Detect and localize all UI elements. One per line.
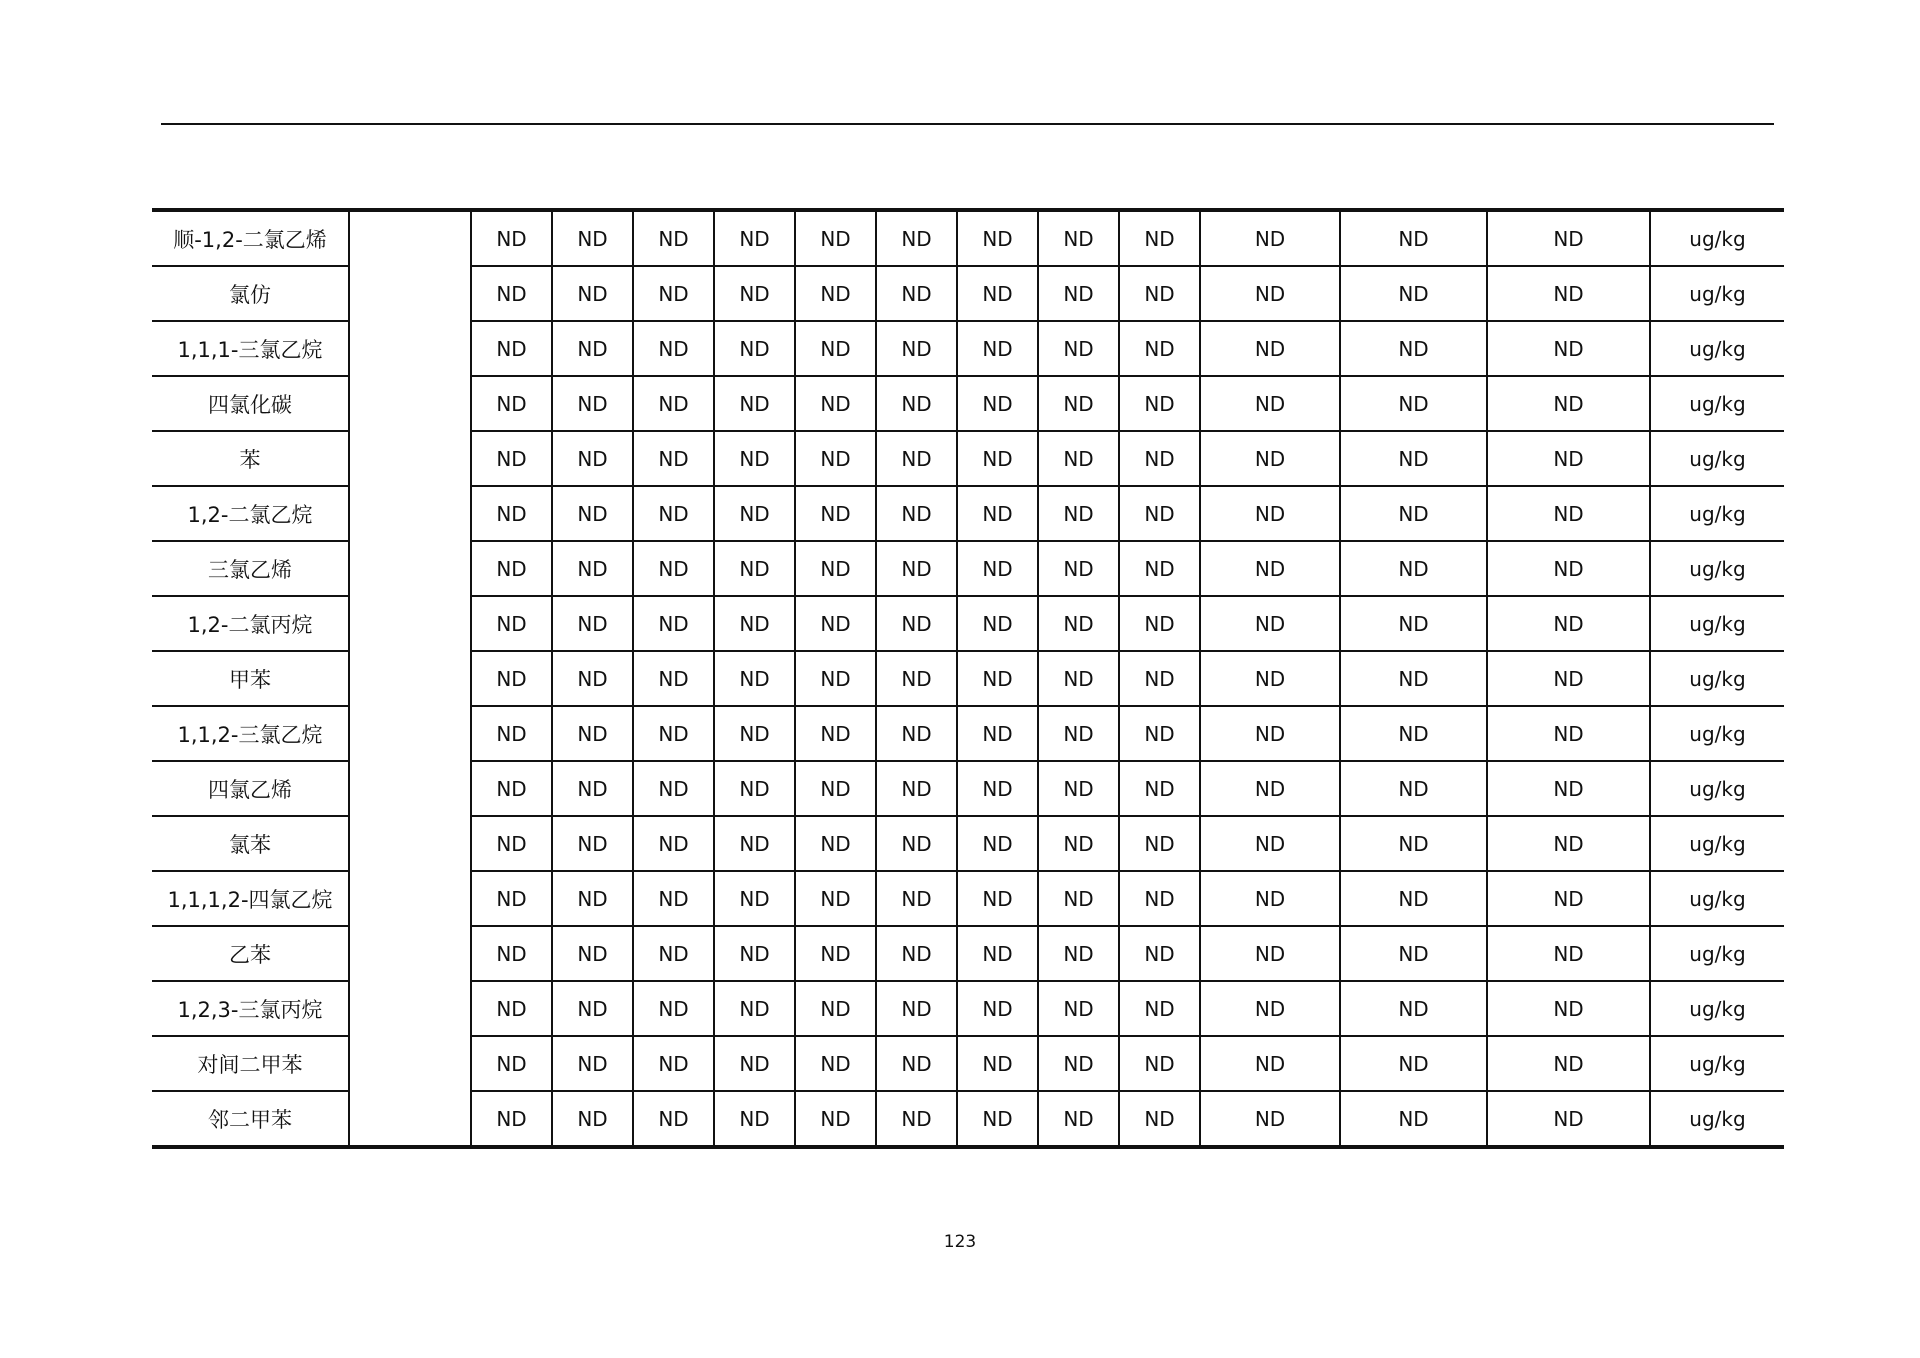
result-cell: ND bbox=[1340, 266, 1487, 321]
unit-cell: ug/kg bbox=[1650, 651, 1784, 706]
table-row bbox=[152, 486, 1784, 541]
result-cell: ND bbox=[1200, 926, 1340, 981]
result-cell: ND bbox=[633, 1091, 714, 1147]
result-cell: ND bbox=[795, 210, 876, 266]
unit-cell: ug/kg bbox=[1650, 1091, 1784, 1147]
result-cell: ND bbox=[1038, 376, 1119, 431]
result-cell: ND bbox=[876, 596, 957, 651]
result-cell: ND bbox=[957, 210, 1038, 266]
result-cell: ND bbox=[1200, 210, 1340, 266]
result-cell: ND bbox=[876, 706, 957, 761]
result-cell: ND bbox=[471, 266, 552, 321]
result-cell: ND bbox=[1340, 871, 1487, 926]
result-cell: ND bbox=[795, 1091, 876, 1147]
result-cell: ND bbox=[1487, 486, 1650, 541]
result-cell: ND bbox=[471, 431, 552, 486]
result-cell: ND bbox=[795, 871, 876, 926]
result-cell: ND bbox=[1340, 1091, 1487, 1147]
result-cell: ND bbox=[1200, 486, 1340, 541]
result-cell: ND bbox=[471, 210, 552, 266]
blank-cell bbox=[349, 266, 471, 321]
result-cell: ND bbox=[1340, 321, 1487, 376]
blank-cell bbox=[349, 596, 471, 651]
result-cell: ND bbox=[957, 541, 1038, 596]
results-table bbox=[152, 208, 1784, 1149]
blank-cell bbox=[349, 431, 471, 486]
result-cell: ND bbox=[1119, 761, 1200, 816]
result-cell: ND bbox=[1119, 1091, 1200, 1147]
result-cell: ND bbox=[714, 816, 795, 871]
result-cell: ND bbox=[633, 706, 714, 761]
table-row bbox=[152, 651, 1784, 706]
result-cell: ND bbox=[1487, 210, 1650, 266]
result-cell: ND bbox=[1487, 1036, 1650, 1091]
unit-cell: ug/kg bbox=[1650, 321, 1784, 376]
result-cell: ND bbox=[957, 596, 1038, 651]
result-cell: ND bbox=[633, 376, 714, 431]
result-cell: ND bbox=[1340, 1036, 1487, 1091]
unit-cell: ug/kg bbox=[1650, 1036, 1784, 1091]
result-cell: ND bbox=[876, 210, 957, 266]
result-cell: ND bbox=[552, 486, 633, 541]
result-cell: ND bbox=[714, 871, 795, 926]
table-row bbox=[152, 541, 1784, 596]
table-row bbox=[152, 1036, 1784, 1091]
result-cell: ND bbox=[633, 541, 714, 596]
result-cell: ND bbox=[471, 761, 552, 816]
result-cell: ND bbox=[714, 1036, 795, 1091]
result-cell: ND bbox=[876, 1091, 957, 1147]
unit-cell: ug/kg bbox=[1650, 266, 1784, 321]
result-cell: ND bbox=[714, 651, 795, 706]
result-cell: ND bbox=[795, 926, 876, 981]
compound-name-cell: 邻二甲苯 bbox=[152, 1091, 349, 1147]
result-cell: ND bbox=[1119, 926, 1200, 981]
result-cell: ND bbox=[633, 651, 714, 706]
result-cell: ND bbox=[1119, 1036, 1200, 1091]
result-cell: ND bbox=[471, 596, 552, 651]
result-cell: ND bbox=[1340, 431, 1487, 486]
unit-cell: ug/kg bbox=[1650, 926, 1784, 981]
result-cell: ND bbox=[552, 926, 633, 981]
result-cell: ND bbox=[471, 376, 552, 431]
result-cell: ND bbox=[876, 321, 957, 376]
result-cell: ND bbox=[633, 210, 714, 266]
result-cell: ND bbox=[795, 1036, 876, 1091]
result-cell: ND bbox=[1119, 541, 1200, 596]
result-cell: ND bbox=[471, 651, 552, 706]
result-cell: ND bbox=[552, 431, 633, 486]
result-cell: ND bbox=[795, 321, 876, 376]
result-cell: ND bbox=[552, 1036, 633, 1091]
result-cell: ND bbox=[1038, 486, 1119, 541]
result-cell: ND bbox=[552, 321, 633, 376]
result-cell: ND bbox=[1038, 266, 1119, 321]
table-row bbox=[152, 1091, 1784, 1147]
result-cell: ND bbox=[1340, 706, 1487, 761]
result-cell: ND bbox=[1119, 431, 1200, 486]
result-cell: ND bbox=[471, 871, 552, 926]
result-cell: ND bbox=[1200, 981, 1340, 1036]
page-number: 123 bbox=[943, 1232, 977, 1252]
result-cell: ND bbox=[1119, 321, 1200, 376]
result-cell: ND bbox=[957, 376, 1038, 431]
result-cell: ND bbox=[552, 266, 633, 321]
result-cell: ND bbox=[552, 761, 633, 816]
result-cell: ND bbox=[552, 376, 633, 431]
result-cell: ND bbox=[552, 871, 633, 926]
result-cell: ND bbox=[957, 1036, 1038, 1091]
compound-name-cell: 四氯化碳 bbox=[152, 376, 349, 431]
result-cell: ND bbox=[1200, 321, 1340, 376]
result-cell: ND bbox=[714, 761, 795, 816]
result-cell: ND bbox=[1038, 651, 1119, 706]
result-cell: ND bbox=[1200, 376, 1340, 431]
unit-cell: ug/kg bbox=[1650, 210, 1784, 266]
blank-cell bbox=[349, 871, 471, 926]
result-cell: ND bbox=[876, 266, 957, 321]
result-cell: ND bbox=[1340, 761, 1487, 816]
table-body bbox=[152, 210, 1784, 1147]
result-cell: ND bbox=[714, 596, 795, 651]
result-cell: ND bbox=[876, 871, 957, 926]
table-row bbox=[152, 706, 1784, 761]
compound-name-cell: 1,2-二氯乙烷 bbox=[152, 486, 349, 541]
result-cell: ND bbox=[957, 761, 1038, 816]
result-cell: ND bbox=[1038, 871, 1119, 926]
result-cell: ND bbox=[1038, 706, 1119, 761]
result-cell: ND bbox=[552, 981, 633, 1036]
result-cell: ND bbox=[1487, 596, 1650, 651]
result-cell: ND bbox=[714, 210, 795, 266]
unit-cell: ug/kg bbox=[1650, 981, 1784, 1036]
result-cell: ND bbox=[1340, 210, 1487, 266]
table-row bbox=[152, 871, 1784, 926]
result-cell: ND bbox=[633, 926, 714, 981]
result-cell: ND bbox=[1119, 486, 1200, 541]
result-cell: ND bbox=[795, 816, 876, 871]
result-cell: ND bbox=[471, 1091, 552, 1147]
compound-name-cell: 甲苯 bbox=[152, 651, 349, 706]
result-cell: ND bbox=[957, 871, 1038, 926]
result-cell: ND bbox=[1038, 1036, 1119, 1091]
blank-cell bbox=[349, 816, 471, 871]
result-cell: ND bbox=[795, 376, 876, 431]
result-cell: ND bbox=[1200, 761, 1340, 816]
result-cell: ND bbox=[633, 761, 714, 816]
result-cell: ND bbox=[1487, 816, 1650, 871]
result-cell: ND bbox=[714, 321, 795, 376]
result-cell: ND bbox=[1200, 706, 1340, 761]
compound-name-cell: 氯苯 bbox=[152, 816, 349, 871]
compound-name-cell: 对间二甲苯 bbox=[152, 1036, 349, 1091]
blank-cell bbox=[349, 321, 471, 376]
result-cell: ND bbox=[1340, 376, 1487, 431]
blank-cell bbox=[349, 1036, 471, 1091]
compound-name-cell: 1,2,3-三氯丙烷 bbox=[152, 981, 349, 1036]
result-cell: ND bbox=[1038, 596, 1119, 651]
result-cell: ND bbox=[1119, 376, 1200, 431]
blank-cell bbox=[349, 926, 471, 981]
result-cell: ND bbox=[957, 486, 1038, 541]
table-row bbox=[152, 431, 1784, 486]
result-cell: ND bbox=[633, 266, 714, 321]
compound-name-cell: 1,1,1,2-四氯乙烷 bbox=[152, 871, 349, 926]
result-cell: ND bbox=[471, 926, 552, 981]
result-cell: ND bbox=[957, 706, 1038, 761]
result-cell: ND bbox=[1119, 981, 1200, 1036]
blank-cell bbox=[349, 486, 471, 541]
unit-cell: ug/kg bbox=[1650, 761, 1784, 816]
result-cell: ND bbox=[1340, 486, 1487, 541]
result-cell: ND bbox=[1200, 596, 1340, 651]
result-cell: ND bbox=[471, 981, 552, 1036]
result-cell: ND bbox=[957, 431, 1038, 486]
result-cell: ND bbox=[1038, 431, 1119, 486]
result-cell: ND bbox=[1119, 210, 1200, 266]
result-cell: ND bbox=[714, 1091, 795, 1147]
result-cell: ND bbox=[1119, 871, 1200, 926]
compound-name-cell: 氯仿 bbox=[152, 266, 349, 321]
result-cell: ND bbox=[1487, 431, 1650, 486]
result-cell: ND bbox=[1340, 926, 1487, 981]
result-cell: ND bbox=[1038, 981, 1119, 1036]
result-cell: ND bbox=[957, 651, 1038, 706]
result-cell: ND bbox=[1038, 816, 1119, 871]
result-cell: ND bbox=[795, 651, 876, 706]
result-cell: ND bbox=[552, 651, 633, 706]
result-cell: ND bbox=[795, 486, 876, 541]
result-cell: ND bbox=[957, 1091, 1038, 1147]
result-cell: ND bbox=[471, 321, 552, 376]
result-cell: ND bbox=[1038, 321, 1119, 376]
result-cell: ND bbox=[1200, 651, 1340, 706]
result-cell: ND bbox=[471, 706, 552, 761]
compound-name-cell: 苯 bbox=[152, 431, 349, 486]
result-cell: ND bbox=[471, 541, 552, 596]
result-cell: ND bbox=[1119, 651, 1200, 706]
result-cell: ND bbox=[1487, 321, 1650, 376]
result-cell: ND bbox=[795, 431, 876, 486]
result-cell: ND bbox=[714, 376, 795, 431]
result-cell: ND bbox=[876, 651, 957, 706]
blank-cell bbox=[349, 981, 471, 1036]
result-cell: ND bbox=[1119, 596, 1200, 651]
result-cell: ND bbox=[1340, 651, 1487, 706]
compound-name-cell: 顺-1,2-二氯乙烯 bbox=[152, 210, 349, 266]
result-cell: ND bbox=[795, 596, 876, 651]
result-cell: ND bbox=[876, 926, 957, 981]
result-cell: ND bbox=[876, 376, 957, 431]
table-row bbox=[152, 816, 1784, 871]
result-cell: ND bbox=[876, 486, 957, 541]
result-cell: ND bbox=[633, 431, 714, 486]
result-cell: ND bbox=[1487, 761, 1650, 816]
compound-name-cell: 1,1,2-三氯乙烷 bbox=[152, 706, 349, 761]
result-cell: ND bbox=[1200, 1091, 1340, 1147]
result-cell: ND bbox=[795, 266, 876, 321]
result-cell: ND bbox=[795, 541, 876, 596]
result-cell: ND bbox=[1487, 541, 1650, 596]
result-cell: ND bbox=[876, 1036, 957, 1091]
result-cell: ND bbox=[633, 596, 714, 651]
compound-name-cell: 1,1,1-三氯乙烷 bbox=[152, 321, 349, 376]
blank-cell bbox=[349, 1091, 471, 1147]
table-row bbox=[152, 761, 1784, 816]
result-cell: ND bbox=[1340, 981, 1487, 1036]
result-cell: ND bbox=[795, 706, 876, 761]
unit-cell: ug/kg bbox=[1650, 706, 1784, 761]
blank-cell bbox=[349, 210, 471, 266]
table-row bbox=[152, 926, 1784, 981]
result-cell: ND bbox=[552, 541, 633, 596]
result-cell: ND bbox=[957, 321, 1038, 376]
result-cell: ND bbox=[1200, 1036, 1340, 1091]
result-cell: ND bbox=[1340, 816, 1487, 871]
result-cell: ND bbox=[1340, 596, 1487, 651]
blank-cell bbox=[349, 706, 471, 761]
result-cell: ND bbox=[1200, 431, 1340, 486]
unit-cell: ug/kg bbox=[1650, 486, 1784, 541]
blank-cell bbox=[349, 376, 471, 431]
result-cell: ND bbox=[795, 761, 876, 816]
result-cell: ND bbox=[1200, 816, 1340, 871]
result-cell: ND bbox=[714, 981, 795, 1036]
unit-cell: ug/kg bbox=[1650, 871, 1784, 926]
result-cell: ND bbox=[1200, 266, 1340, 321]
result-cell: ND bbox=[1119, 266, 1200, 321]
result-cell: ND bbox=[1487, 926, 1650, 981]
table-row bbox=[152, 266, 1784, 321]
result-cell: ND bbox=[876, 541, 957, 596]
compound-name-cell: 四氯乙烯 bbox=[152, 761, 349, 816]
result-cell: ND bbox=[1487, 981, 1650, 1036]
result-cell: ND bbox=[552, 210, 633, 266]
result-cell: ND bbox=[1340, 541, 1487, 596]
result-cell: ND bbox=[1038, 761, 1119, 816]
unit-cell: ug/kg bbox=[1650, 541, 1784, 596]
result-cell: ND bbox=[714, 926, 795, 981]
result-cell: ND bbox=[633, 321, 714, 376]
result-cell: ND bbox=[957, 816, 1038, 871]
result-cell: ND bbox=[1119, 706, 1200, 761]
result-cell: ND bbox=[552, 816, 633, 871]
result-cell: ND bbox=[1200, 541, 1340, 596]
table-row bbox=[152, 376, 1784, 431]
result-cell: ND bbox=[633, 816, 714, 871]
table-row bbox=[152, 210, 1784, 266]
unit-cell: ug/kg bbox=[1650, 596, 1784, 651]
result-cell: ND bbox=[471, 1036, 552, 1091]
result-cell: ND bbox=[552, 596, 633, 651]
result-cell: ND bbox=[876, 981, 957, 1036]
result-cell: ND bbox=[633, 486, 714, 541]
table-row bbox=[152, 321, 1784, 376]
table-row bbox=[152, 596, 1784, 651]
result-cell: ND bbox=[1038, 210, 1119, 266]
result-cell: ND bbox=[876, 761, 957, 816]
unit-cell: ug/kg bbox=[1650, 376, 1784, 431]
result-cell: ND bbox=[714, 486, 795, 541]
result-cell: ND bbox=[1038, 541, 1119, 596]
result-cell: ND bbox=[1038, 1091, 1119, 1147]
result-cell: ND bbox=[957, 266, 1038, 321]
blank-cell bbox=[349, 541, 471, 596]
result-cell: ND bbox=[714, 431, 795, 486]
compound-name-cell: 乙苯 bbox=[152, 926, 349, 981]
blank-cell bbox=[349, 651, 471, 706]
result-cell: ND bbox=[1487, 1091, 1650, 1147]
result-cell: ND bbox=[795, 981, 876, 1036]
unit-cell: ug/kg bbox=[1650, 431, 1784, 486]
result-cell: ND bbox=[714, 266, 795, 321]
result-cell: ND bbox=[1487, 376, 1650, 431]
result-cell: ND bbox=[1487, 871, 1650, 926]
result-cell: ND bbox=[1038, 926, 1119, 981]
result-cell: ND bbox=[876, 816, 957, 871]
table-row bbox=[152, 981, 1784, 1036]
result-cell: ND bbox=[633, 1036, 714, 1091]
result-cell: ND bbox=[633, 981, 714, 1036]
unit-cell: ug/kg bbox=[1650, 816, 1784, 871]
compound-name-cell: 三氯乙烯 bbox=[152, 541, 349, 596]
header-rule bbox=[161, 123, 1774, 125]
result-cell: ND bbox=[1487, 706, 1650, 761]
result-cell: ND bbox=[714, 706, 795, 761]
result-cell: ND bbox=[552, 706, 633, 761]
result-cell: ND bbox=[1119, 816, 1200, 871]
result-cell: ND bbox=[552, 1091, 633, 1147]
result-cell: ND bbox=[633, 871, 714, 926]
result-cell: ND bbox=[1200, 871, 1340, 926]
result-cell: ND bbox=[957, 926, 1038, 981]
result-cell: ND bbox=[471, 816, 552, 871]
result-cell: ND bbox=[957, 981, 1038, 1036]
compound-name-cell: 1,2-二氯丙烷 bbox=[152, 596, 349, 651]
result-cell: ND bbox=[714, 541, 795, 596]
result-cell: ND bbox=[876, 431, 957, 486]
result-cell: ND bbox=[1487, 651, 1650, 706]
result-cell: ND bbox=[1487, 266, 1650, 321]
blank-cell bbox=[349, 761, 471, 816]
result-cell: ND bbox=[471, 486, 552, 541]
